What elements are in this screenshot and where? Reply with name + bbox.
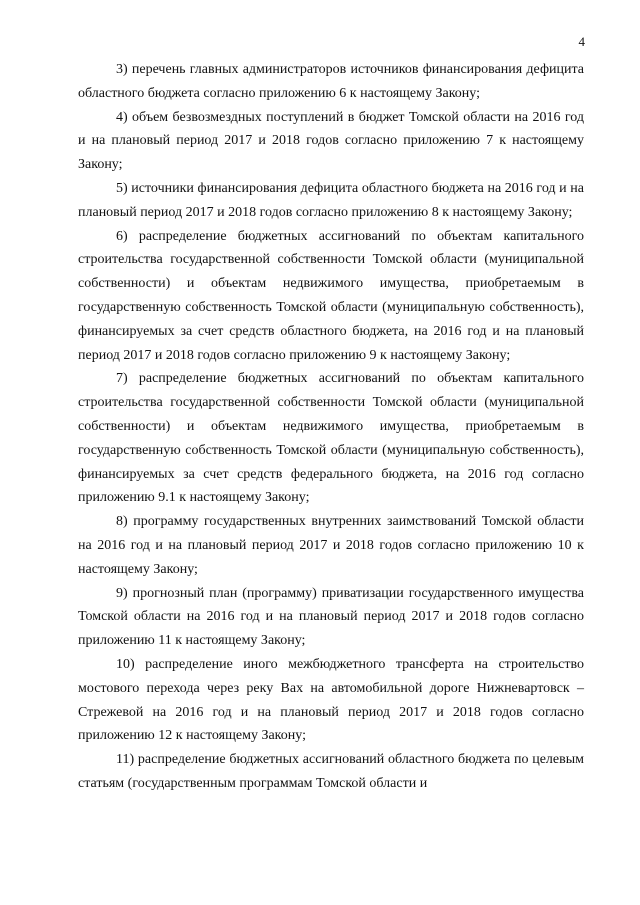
list-item-7: 7) распределение бюджетных ассигнований по объектам капитального строительства государственной собственности Томской области (муниципальной собственности) и объектам недвижимого имущества, приобретаемым в государственную собственность Томской области (муниципальную собственность), финансируемых за счет средств федерального бюджета, на 2016 год согласно приложению 9.1 к настоящему Закону; xyxy=(78,371,584,506)
document-body xyxy=(78,58,584,796)
list-item-6: 6) распределение бюджетных ассигнований по объектам капитального строительства государственной собственности Томской области (муниципальной собственности) и объектам недвижимого имущества, приобретаемым в государственную собственность Томской области (муниципальную собственность), финансируемых за счет средств областного бюджета, на 2016 год и на плановый период 2017 и 2018 годов согласно приложению 9 к настоящему Закону; xyxy=(78,228,584,363)
list-item-4: 4) объем безвозмездных поступлений в бюджет Томской области на 2016 год и на плановый период 2017 и 2018 годов согласно приложению 7 к настоящему Закону; xyxy=(78,109,584,173)
list-item-5: 5) источники финансирования дефицита областного бюджета на 2016 год и на плановый период 2017 и 2018 годов согласно приложению 8 к настоящему Закону; xyxy=(78,180,584,220)
list-item-3: 3) перечень главных администраторов источников финансирования дефицита областного бюджета согласно приложению 6 к настоящему Закону; xyxy=(78,62,584,101)
page-number: 4 xyxy=(578,34,585,49)
list-item-9: 9) прогнозный план (программу) приватизации государственного имущества Томской области на 2016 год и на плановый период 2017 и 2018 годов согласно приложению 11 к настоящему Закону; xyxy=(78,585,584,649)
list-item-11: 11) распределение бюджетных ассигнований областного бюджета по целевым статьям (государственным программам Томской области и xyxy=(78,752,584,791)
list-item-8: 8) программу государственных внутренних заимствований Томской области на 2016 год и на плановый период 2017 и 2018 годов согласно приложению 10 к настоящему Закону; xyxy=(78,514,584,577)
list-item-10: 10) распределение иного межбюджетного трансферта на строительство мостового перехода через реку Вах на автомобильной дороге Нижневартовск – Стрежевой на 2016 год и на плановый период 2017 и 2018 годов согласно приложению 12 к настоящему Закону; xyxy=(78,656,584,744)
